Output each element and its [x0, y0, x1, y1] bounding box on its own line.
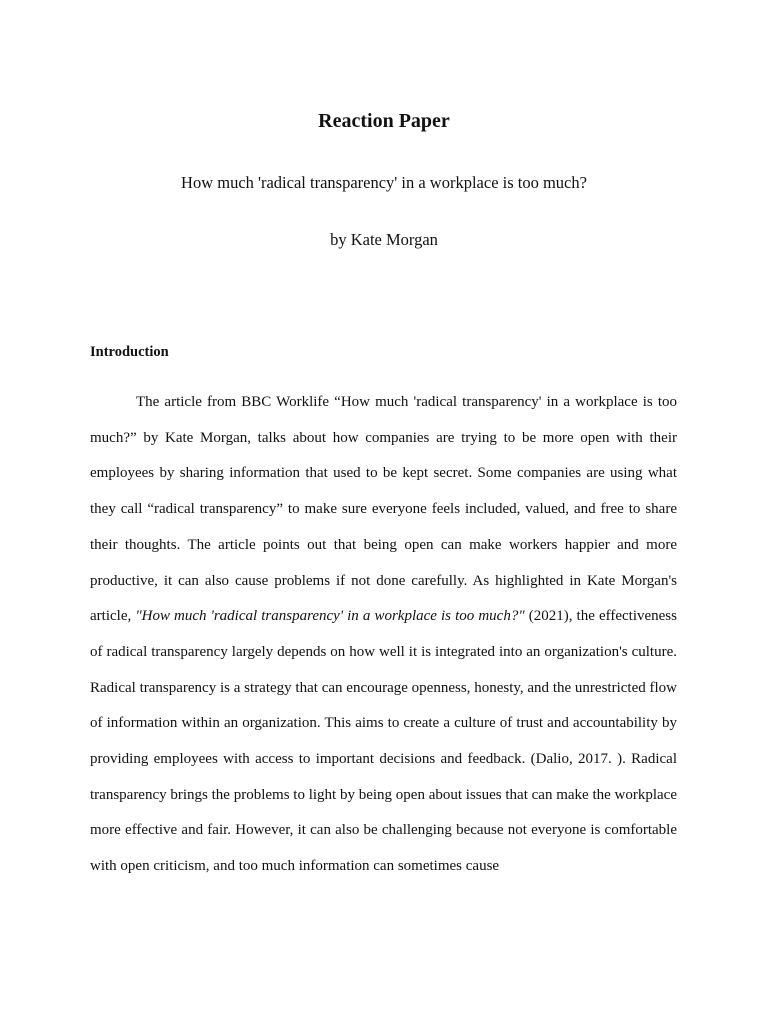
- article-title-italic: "How much 'radical transparency' in a workplace is too much?": [135, 608, 525, 625]
- paper-title: Reaction Paper: [318, 110, 450, 132]
- paragraph-text-part2: (2021), the effectiveness of radical transparency largely depends on how well it is integrated into an organization's culture. Radical transparency is a strategy that can encourage openness, honesty, and the unrestricted flow of information within an organization. This aims to create a culture of trust and accountability by providing employees with access to important decisions and feedback. (Dalio, 2017. ). Radical transparency brings the problems to light by being open about issues that can make the workplace more effective and fair. However, it can also be challenging because not everyone is comfortable with open criticism, and too much information can sometimes cause: [90, 608, 677, 875]
- author-byline: by Kate Morgan: [330, 230, 438, 249]
- introduction-paragraph: [90, 385, 677, 885]
- paragraph-text-part1: The article from BBC Worklife “How much 'radical transparency' in a workplace is too much?” by Kate Morgan, talks about how companies are trying to be more open with their employees by sharing information that used to be kept secret. Some companies are using what they call “radical transparency” to make sure everyone feels included, valued, and free to share their thoughts. The article points out that being open can make workers happier and more productive, it can also cause problems if not done carefully. As highlighted in Kate Morgan's article,: [90, 394, 677, 625]
- paper-subtitle: How much 'radical transparency' in a workplace is too much?: [181, 173, 587, 192]
- section-heading-introduction: Introduction: [90, 344, 169, 360]
